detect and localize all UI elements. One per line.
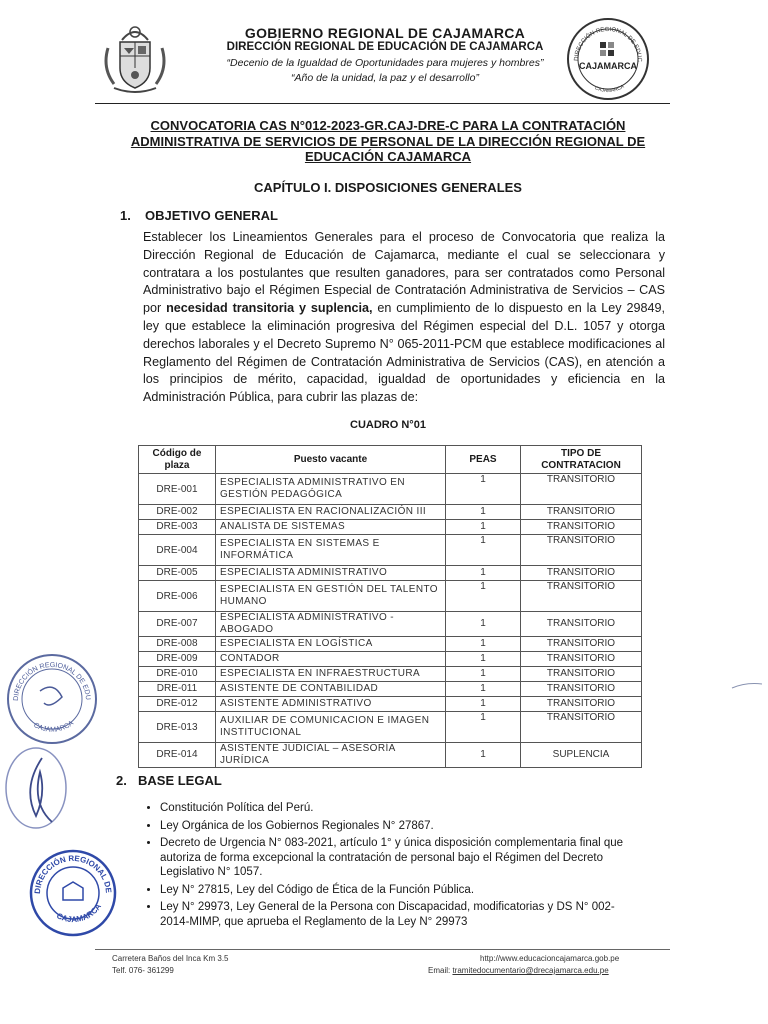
official-stamp-2-signature — [2, 744, 74, 832]
table-row — [139, 535, 642, 566]
cell-puesto: ESPECIALISTA ADMINISTRATIVO - ABOGADO — [216, 612, 446, 637]
cell-code: DRE-002 — [139, 505, 216, 520]
cell-code: DRE-001 — [139, 474, 216, 505]
cell-tipo: TRANSITORIO — [521, 612, 642, 637]
col-header-puesto: Puesto vacante — [216, 446, 446, 474]
list-item: • Constitución Política del Perú. — [160, 801, 640, 816]
cell-tipo: TRANSITORIO — [521, 637, 642, 652]
stamp3-bottom-text: CAJAMARCA — [55, 901, 104, 925]
section1-number: 1. — [120, 208, 131, 223]
official-stamp-3 — [28, 848, 118, 938]
stamp1-bottom-text: CAJAMARCA — [32, 719, 76, 734]
cell-peas: 1 — [446, 520, 521, 535]
footer-email-label: Email: — [428, 966, 453, 975]
header-subtitle: DIRECCIÓN REGIONAL DE EDUCACIÓN DE CAJAMARCA — [226, 41, 544, 53]
cell-code: DRE-011 — [139, 682, 216, 697]
table-row — [139, 652, 642, 667]
list-item: • Ley N° 27815, Ley del Código de Ética de la Función Pública. — [160, 883, 640, 898]
cell-puesto: ASISTENTE DE CONTABILIDAD — [216, 682, 446, 697]
list-item: • Ley Orgánica de los Gobiernos Regionales N° 27867. — [160, 819, 640, 834]
cell-puesto: ESPECIALISTA EN RACIONALIZACIÓN III — [216, 505, 446, 520]
cell-tipo: TRANSITORIO — [521, 520, 642, 535]
cell-puesto: ESPECIALISTA EN SISTEMAS E INFORMÁTICA — [216, 535, 446, 566]
cell-peas: 1 — [446, 652, 521, 667]
svg-text:DIRECCIÓN REGIONAL DE EDUCACIÓ — [28, 848, 113, 894]
cell-peas: 1 — [446, 566, 521, 581]
cell-peas: 1 — [446, 637, 521, 652]
coat-of-arms-logo — [100, 18, 170, 96]
cell-puesto: ESPECIALISTA EN LOGÍSTICA — [216, 637, 446, 652]
section2-number: 2. — [116, 773, 127, 788]
footer-website-link[interactable]: http://www.educacioncajamarca.gob.pe — [480, 954, 620, 963]
table-caption: CUADRO N°01 — [350, 419, 426, 431]
cell-puesto: ESPECIALISTA EN GESTIÓN DEL TALENTO HUMANO — [216, 581, 446, 612]
cell-code: DRE-013 — [139, 712, 216, 743]
stamp3-arc-text: DIRECCIÓN REGIONAL DE — [32, 853, 114, 895]
cell-peas: 1 — [446, 697, 521, 712]
table-row — [139, 682, 642, 697]
cell-tipo: TRANSITORIO — [521, 535, 642, 566]
cell-tipo: TRANSITORIO — [521, 474, 642, 505]
vacancies-table — [138, 445, 642, 768]
col-header-tipo: TIPO DE CONTRATACION — [521, 446, 642, 474]
table-row — [139, 697, 642, 712]
svg-text:CAJAMARCA — [32, 720, 75, 734]
table-row — [139, 743, 642, 768]
cell-tipo: TRANSITORIO — [521, 697, 642, 712]
cell-peas: 1 — [446, 581, 521, 612]
margin-pen-mark — [730, 678, 764, 692]
paragraph-bold-text: necesidad transitoria y suplencia, — [166, 301, 373, 316]
cell-tipo: TRANSITORIO — [521, 505, 642, 520]
cell-puesto: CONTADOR — [216, 652, 446, 667]
table-row — [139, 566, 642, 581]
list-item: • Ley N° 29973, Ley General de la Persona con Discapacidad, modificatorias y DS N° 002- 2014-MIMP, que aprueba el Reglamento de la Ley N° 29973 — [160, 900, 640, 929]
table-row — [139, 474, 642, 505]
cell-peas: 1 — [446, 505, 521, 520]
logo-arc-text: DIRECCIÓN REGIONAL DE EDUC — [573, 26, 643, 63]
footer-email — [428, 966, 609, 975]
cell-peas: 1 — [446, 682, 521, 697]
cell-code: DRE-006 — [139, 581, 216, 612]
table-row — [139, 667, 642, 682]
cell-puesto: AUXILIAR DE COMUNICACION E IMAGEN INSTITUCIONAL — [216, 712, 446, 743]
cell-code: DRE-010 — [139, 667, 216, 682]
cell-puesto: ESPECIALISTA ADMINISTRATIVO — [216, 566, 446, 581]
cell-code: DRE-003 — [139, 520, 216, 535]
cell-code: DRE-009 — [139, 652, 216, 667]
header-title: GOBIERNO REGIONAL DE CAJAMARCA — [244, 25, 526, 41]
convocatoria-title: CONVOCATORIA CAS N°012-2023-GR.CAJ-DRE-C PARA LA CONTRATACIÓN ADMINISTRATIVA DE SERVICIOS DE PERSONAL DE LA DIRECCIÓN REGIONAL DE EDUCACIÓN CAJAMARCA — [130, 118, 646, 164]
chapter-title: CAPÍTULO I. DISPOSICIONES GENERALES — [254, 180, 522, 195]
paragraph-text: Establecer los Lineamientos Generales para el proceso de Convocatoria que realiza la Dirección Regional de Educación de Cajamarca, mediante el cual se seleccionara y contratara a los postulantes que resulten ganadores, para ser contratados como Personal Administrativo bajo el Régimen Especial de Contratación Administrativa de Servicios – CAS por — [143, 230, 665, 316]
footer-phone: Telf. 076- 361299 — [112, 966, 174, 975]
header-year-motto: “Año de la unidad, la paz y el desarrollo” — [291, 72, 479, 84]
table-row — [139, 581, 642, 612]
cell-code: DRE-005 — [139, 566, 216, 581]
footer-address: Carretera Baños del Inca Km 3.5 — [112, 954, 229, 963]
logo-bottom-text: CAJAMARCA — [593, 83, 626, 95]
cell-tipo: TRANSITORIO — [521, 667, 642, 682]
table-row — [139, 712, 642, 743]
table-row — [139, 520, 642, 535]
cell-puesto: ASISTENTE ADMINISTRATIVO — [216, 697, 446, 712]
header-decade-motto: “Decenio de la Igualdad de Oportunidades para mujeres y hombres” — [226, 57, 544, 69]
cell-code: DRE-008 — [139, 637, 216, 652]
cell-code: DRE-012 — [139, 697, 216, 712]
cell-puesto: ASISTENTE JUDICIAL – ASESORÍA JURÍDICA — [216, 743, 446, 768]
cell-code: DRE-014 — [139, 743, 216, 768]
dre-cajamarca-logo — [566, 17, 650, 101]
section2-title: BASE LEGAL — [138, 773, 222, 788]
list-item: • Decreto de Urgencia N° 083-2021, artículo 1° y única disposición complementaria final que autoriza de forma excepcional la contratación de personal bajo el Régimen del Decreto Legislativo N° 1057. — [160, 836, 640, 880]
cell-puesto: ANALISTA DE SISTEMAS — [216, 520, 446, 535]
footer-divider — [95, 949, 670, 950]
cell-tipo: TRANSITORIO — [521, 652, 642, 667]
svg-text:DIRECCIÓN REGIONAL DE EDUCACIÓ — [4, 651, 91, 701]
table-row — [139, 505, 642, 520]
table-row — [139, 637, 642, 652]
cell-tipo: TRANSITORIO — [521, 712, 642, 743]
footer-email-link[interactable]: tramitedocumentario@drecajamarca.edu.pe — [452, 966, 609, 975]
cell-tipo: SUPLENCIA — [521, 743, 642, 768]
header-divider — [95, 103, 670, 104]
legal-basis-list — [142, 801, 640, 932]
cell-peas: 1 — [446, 743, 521, 768]
cell-peas: 1 — [446, 712, 521, 743]
table-header-row — [139, 446, 642, 474]
stamp1-arc-text: DIRECCIÓN REGIONAL DE EDU — [12, 661, 92, 702]
table-row — [139, 612, 642, 637]
section1-title: OBJETIVO GENERAL — [145, 208, 278, 223]
cell-tipo: TRANSITORIO — [521, 682, 642, 697]
cell-tipo: TRANSITORIO — [521, 581, 642, 612]
official-stamp-1 — [4, 651, 100, 747]
section1-paragraph — [143, 229, 665, 407]
cell-code: DRE-007 — [139, 612, 216, 637]
col-header-peas: PEAS — [446, 446, 521, 474]
col-header-code: Código de plaza — [139, 446, 216, 474]
svg-text:CAJAMARCA — [55, 902, 103, 924]
cell-puesto: ESPECIALISTA ADMINISTRATIVO EN GESTIÓN PEDAGÓGICA — [216, 474, 446, 505]
cell-puesto: ESPECIALISTA EN INFRAESTRUCTURA — [216, 667, 446, 682]
cell-peas: 1 — [446, 535, 521, 566]
logo-main-text: CAJAMARCA — [579, 61, 637, 71]
cell-tipo: TRANSITORIO — [521, 566, 642, 581]
cell-peas: 1 — [446, 474, 521, 505]
cell-code: DRE-004 — [139, 535, 216, 566]
cell-peas: 1 — [446, 667, 521, 682]
paragraph-text-cont: en cumplimiento de lo dispuesto en la Ley 29849, ley que establece la eliminación progresiva del Régimen especial del D.L. 1057 y otorga derechos laborales y el Decreto Supremo N° 065-2011-PCM que establece modificaciones al Reglamento del Régimen de Contratación Administrativa de Servicios (CAS), en atención a los principios de mérito, capacidad, igualdad de oportunidades y eficiencia en la Administración Pública, para cubrir las plazas de: — [143, 301, 666, 405]
cell-peas: 1 — [446, 612, 521, 637]
